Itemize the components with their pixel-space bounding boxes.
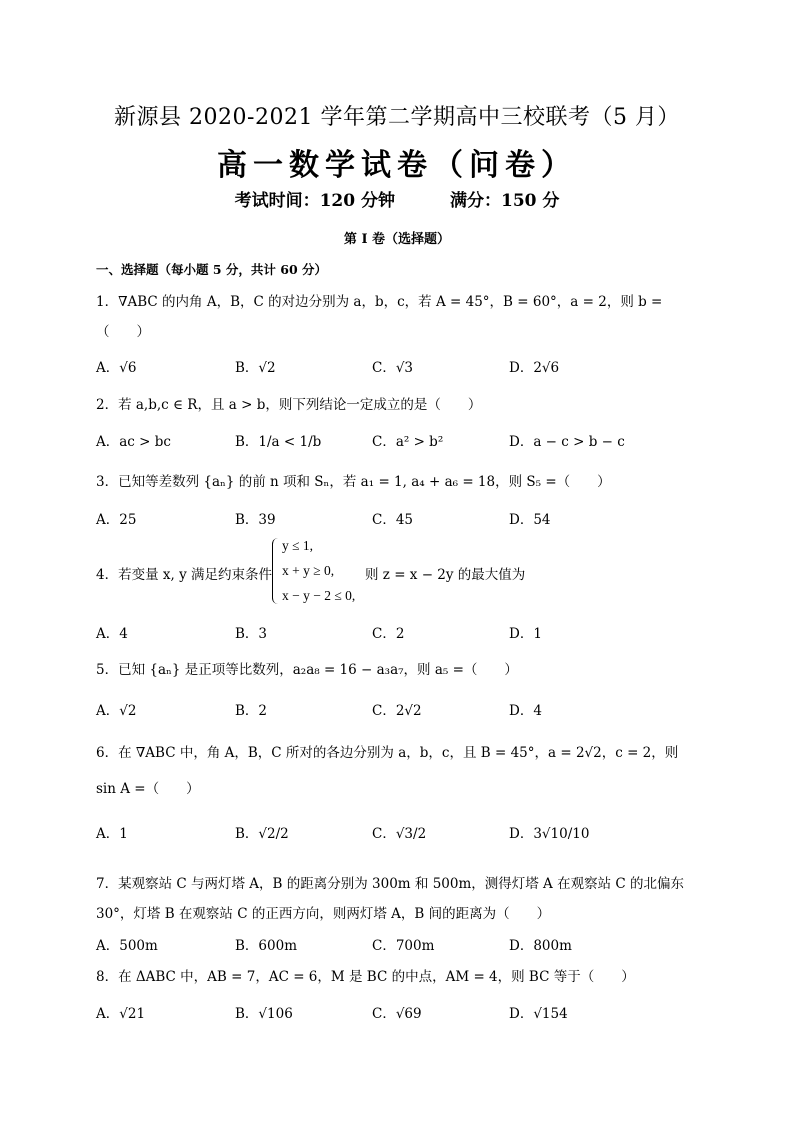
option-d: D．√154	[509, 1006, 568, 1022]
exam-score: 满分：150 分	[450, 191, 560, 211]
option-b: B．√2/2	[235, 826, 289, 842]
constraint-3: x − y − 2 ≤ 0,	[282, 588, 356, 603]
question-6: 6．在 ∇ABC 中，角 A，B，C 所对的各边分别为 a，b，c，且 B = 45°，a = 2√2，c = 2，则	[96, 745, 679, 761]
option-a: A．√2	[96, 703, 137, 719]
constraint-2: x + y ≥ 0,	[282, 563, 335, 578]
option-a: A．500m	[96, 938, 158, 954]
option-c: C．√3/2	[372, 826, 427, 842]
section-heading: 一、选择题（每小题 5 分，共计 60 分）	[96, 262, 328, 277]
question-5: 5．已知 {aₙ} 是正项等比数列，a₂a₈ = 16 − a₃a₇，则 a₅ =（ ）	[96, 662, 518, 678]
question-4-prefix: 4．若变量 x, y 满足约束条件	[96, 567, 272, 583]
option-b: B．1/a < 1/b	[235, 434, 322, 450]
volume-heading: 第 I 卷（选择题）	[343, 232, 451, 247]
option-c: C．700m	[372, 938, 435, 954]
option-a: A．ac > bc	[96, 434, 171, 450]
option-c: C．√69	[372, 1006, 422, 1022]
constraint-brace	[272, 538, 281, 604]
option-c: C．√3	[372, 360, 414, 376]
exam-title: 新源县 2020-2021 学年第二学期高中三校联考（5 月）	[114, 105, 680, 130]
option-a: A．1	[96, 826, 128, 842]
question-1-cont: （ ）	[96, 324, 150, 340]
option-d: D．800m	[509, 938, 572, 954]
exam-time: 考试时间：120 分钟	[234, 191, 395, 211]
option-d: D．2√6	[509, 360, 560, 376]
option-d: D．3√10/10	[509, 826, 590, 842]
option-c: C．a² > b²	[372, 434, 444, 450]
question-8: 8．在 ΔABC 中，AB = 7，AC = 6，M 是 BC 的中点，AM = 4，则 BC 等于（ ）	[96, 969, 635, 985]
constraint-1: y ≤ 1,	[282, 538, 314, 553]
option-b: B．√106	[235, 1006, 293, 1022]
option-c: C．2	[372, 626, 405, 642]
option-a: A．25	[96, 512, 137, 528]
option-a: A．4	[96, 626, 128, 642]
question-7: 7．某观察站 C 与两灯塔 A，B 的距离分别为 300m 和 500m，测得灯塔 A 在观察站 C 的北偏东	[96, 876, 685, 892]
option-b: B．2	[235, 703, 268, 719]
question-1: 1．∇ABC 的内角 A，B，C 的对边分别为 a，b，c，若 A = 45°，B = 60°，a = 2，则 b =	[96, 294, 663, 310]
option-d: D．a − c > b − c	[509, 434, 625, 450]
option-a: A．√21	[96, 1006, 146, 1022]
option-d: D．54	[509, 512, 551, 528]
option-b: B．3	[235, 626, 268, 642]
question-6-cont: sin A =（ ）	[96, 781, 200, 797]
option-a: A．√6	[96, 360, 137, 376]
option-c: C．45	[372, 512, 414, 528]
option-c: C．2√2	[372, 703, 422, 719]
question-7-cont: 30°，灯塔 B 在观察站 C 的正西方向，则两灯塔 A，B 间的距离为（ ）	[96, 906, 551, 922]
option-b: B．√2	[235, 360, 276, 376]
option-b: B．39	[235, 512, 276, 528]
exam-info	[0, 186, 794, 211]
option-d: D．4	[509, 703, 542, 719]
question-4-suffix: 则 z = x − 2y 的最大值为	[365, 567, 526, 583]
question-2: 2．若 a,b,c ∈ R，且 a > b，则下列结论一定成立的是（ ）	[96, 397, 482, 413]
option-d: D．1	[509, 626, 542, 642]
question-3: 3．已知等差数列 {aₙ} 的前 n 项和 Sₙ，若 a₁ = 1, a₄ + a₆ = 18，则 S₅ =（ ）	[96, 474, 611, 490]
exam-subtitle: 高一数学试卷（问卷）	[217, 148, 577, 183]
option-b: B．600m	[235, 938, 297, 954]
